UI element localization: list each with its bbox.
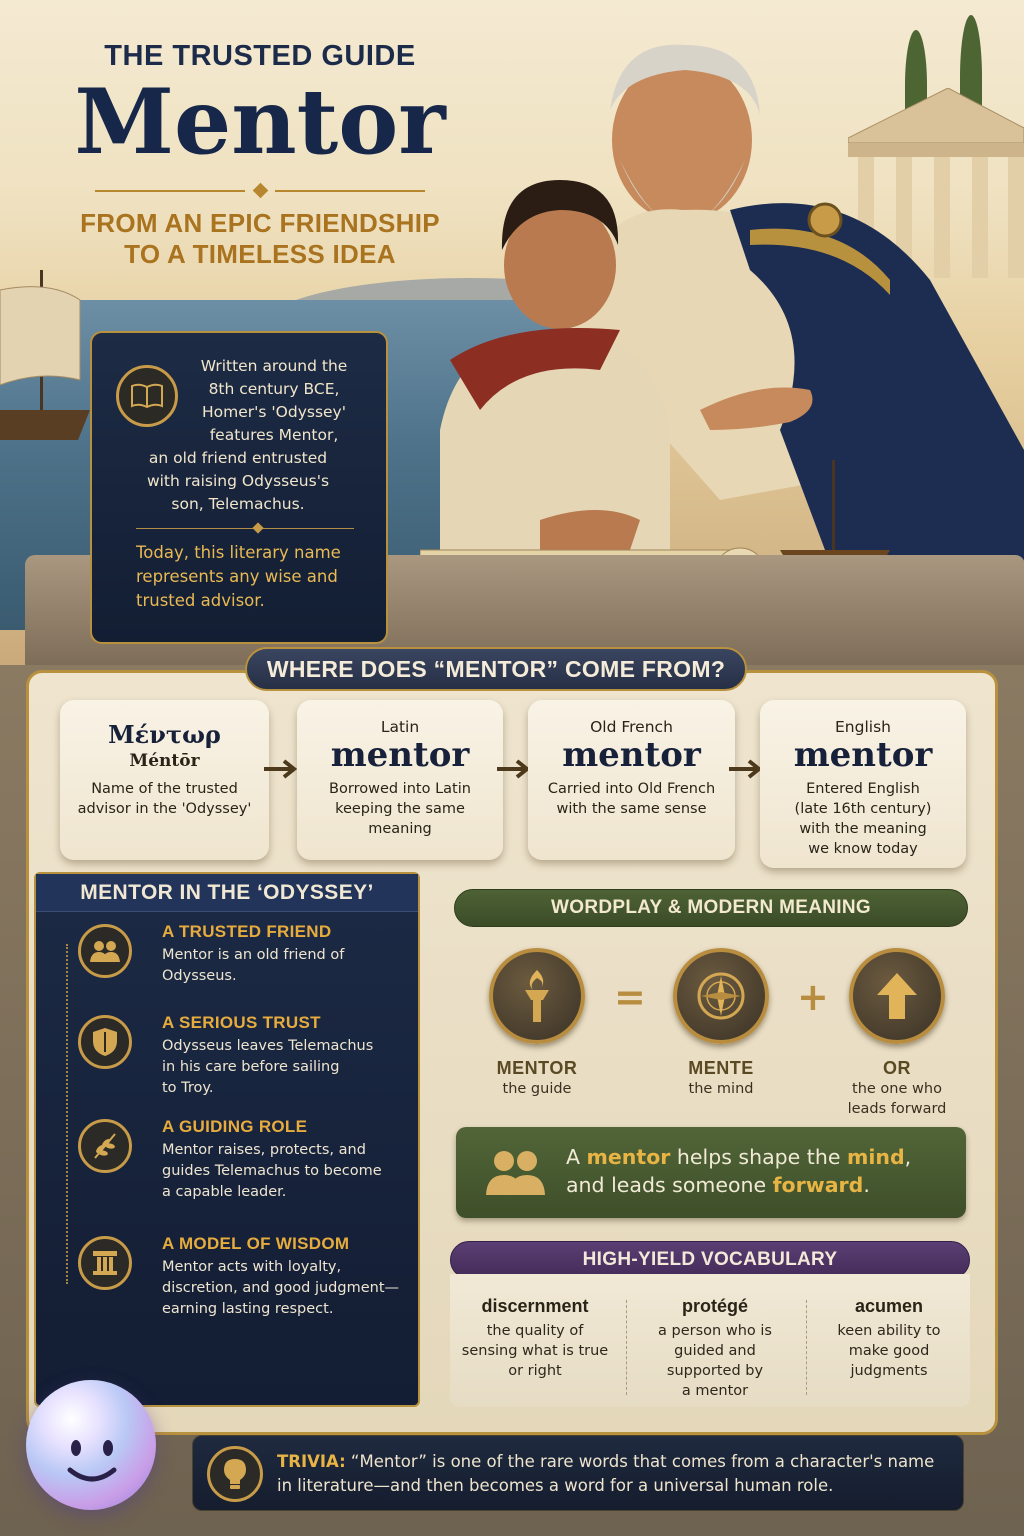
trait-line: a capable leader. [162, 1184, 287, 1200]
diamond-ornament [253, 182, 269, 198]
trait-line: Mentor acts with loyalty, [162, 1259, 342, 1275]
trait-line: Mentor raises, protects, and [162, 1142, 366, 1158]
desc-line: (late 16th century) [794, 801, 932, 818]
step-description [60, 779, 269, 819]
meaning-line: the one who [852, 1081, 942, 1097]
wordplay-part-mentor [462, 1058, 612, 1099]
trait-title: A SERIOUS TRUST [162, 1013, 321, 1032]
trait-line: Mentor is an old friend of [162, 947, 345, 963]
def-line: guided and [674, 1343, 756, 1359]
trivia-line: in literature—and then becomes a word for a universal human role. [277, 1476, 834, 1495]
subtitle-line: TO A TIMELESS IDEA [124, 239, 396, 270]
vocab-word: discernment [481, 1296, 589, 1316]
vocab-separator [626, 1300, 627, 1395]
def-line: sensing what is true [461, 1343, 609, 1359]
smiley-face-icon [26, 1380, 156, 1510]
torch-icon [489, 948, 585, 1044]
def-line: or right [508, 1363, 562, 1379]
def-line: a mentor [681, 1383, 749, 1399]
mentor-and-telemachus-illustration [420, 30, 1024, 590]
trivia-text [277, 1450, 947, 1498]
message-segment: A [566, 1145, 587, 1169]
step-word: mentor [330, 735, 470, 775]
def-line: supported by [666, 1363, 764, 1379]
part-word: MENTOR [496, 1058, 578, 1078]
intro-line: son, Telemachus. [171, 495, 305, 513]
compass-icon [673, 948, 769, 1044]
desc-line: Name of the trusted [91, 781, 238, 797]
header [40, 40, 480, 271]
desc-line: with the meaning [799, 821, 927, 838]
intro-today-text [114, 541, 362, 613]
friends-icon [78, 924, 132, 978]
trait-title: A TRUSTED FRIEND [162, 922, 332, 941]
step-description [528, 779, 735, 819]
part-meaning: the mind [688, 1081, 754, 1097]
timeline-connector [66, 944, 68, 1284]
eyebrow-text: THE TRUSTED GUIDE [104, 40, 416, 72]
intro-line: Written around the [200, 357, 348, 375]
step-description [760, 779, 966, 859]
wordplay-part-mente [646, 1058, 796, 1099]
arrow-right-icon [262, 758, 300, 780]
page-title: Mentor [74, 69, 446, 175]
trait-title: A GUIDING ROLE [162, 1117, 308, 1136]
trivia-label: TRIVIA: [277, 1452, 346, 1471]
trait-title: A MODEL OF WISDOM [162, 1234, 350, 1253]
desc-line: Entered English [806, 781, 920, 798]
origin-section-title: WHERE DOES “MENTOR” COME FROM? [245, 647, 747, 691]
people-icon [484, 1147, 546, 1197]
shield-icon [78, 1015, 132, 1069]
trait-line: discretion, and good judgment— [162, 1280, 400, 1296]
etymology-step-english [760, 700, 966, 868]
part-word: MENTE [688, 1058, 754, 1078]
vocab-definition [630, 1321, 800, 1401]
etymology-step-latin [297, 700, 503, 860]
def-line: judgments [850, 1363, 928, 1379]
subtitle [40, 208, 480, 271]
wordplay-section-title: WORDPLAY & MODERN MEANING [454, 889, 968, 927]
part-meaning [822, 1079, 972, 1119]
smiley-mascot [26, 1380, 156, 1510]
book-icon [116, 365, 178, 427]
lightbulb-icon [207, 1446, 263, 1502]
trait-description [162, 1257, 402, 1320]
odyssey-section-title: MENTOR IN THE ‘ODYSSEY’ [36, 874, 418, 912]
step-description [297, 779, 503, 839]
def-line: the quality of [486, 1323, 584, 1339]
vocab-item-acumen [804, 1296, 974, 1381]
laurel-icon [78, 1119, 132, 1173]
trait-line: guides Telemachus to become [162, 1163, 382, 1179]
message-text [566, 1143, 911, 1199]
desc-line: advisor in the 'Odyssey' [77, 801, 252, 817]
intro-text [146, 355, 362, 516]
trivia-banner [192, 1435, 964, 1511]
etymology-step-greek [60, 700, 269, 860]
etymology-step-old-french [528, 700, 735, 860]
desc-line: meaning [368, 821, 432, 838]
wordplay-part-or [822, 1058, 972, 1119]
message-segment: and leads someone [566, 1173, 773, 1197]
intro-card [90, 331, 388, 644]
highlight-forward: forward [772, 1173, 864, 1197]
message-line [566, 1143, 911, 1171]
def-line: a person who is [658, 1323, 772, 1339]
highlight-mind: mind [846, 1145, 905, 1169]
trait-description [162, 945, 402, 987]
def-line: keen ability to [837, 1323, 941, 1339]
desc-line: Borrowed into Latin [329, 781, 471, 798]
wordplay-message [456, 1127, 966, 1218]
trait-line: earning lasting respect. [162, 1301, 334, 1317]
desc-line: with the same sense [556, 801, 707, 818]
desc-line: Carried into Old French [547, 781, 716, 798]
highlight-mentor: mentor [586, 1145, 671, 1169]
intro-today-line: Today, this literary name [136, 543, 341, 562]
trait-line: to Troy. [162, 1080, 214, 1096]
language-label: Latin [380, 718, 420, 736]
intro-today-line: represents any wise and [136, 567, 338, 586]
intro-line: 8th century BCE, [208, 380, 340, 398]
intro-line: features Mentor, [209, 426, 339, 444]
intro-today-line: trusted advisor. [136, 591, 265, 610]
intro-line: Homer's 'Odyssey' [201, 403, 346, 421]
trait-description [162, 1036, 402, 1099]
odyssey-section [34, 872, 420, 1407]
plus-operator: + [797, 975, 829, 1019]
message-segment: helps shape the [670, 1145, 847, 1169]
greek-word: Μέντωρ [108, 720, 221, 749]
intro-line: an old friend entrusted [148, 449, 328, 467]
language-label: Old French [590, 718, 673, 736]
part-meaning: the guide [502, 1081, 572, 1097]
step-word: mentor [562, 735, 701, 775]
trivia-line [277, 1450, 947, 1474]
desc-line: keeping the same [335, 801, 465, 818]
arrow-up-icon [849, 948, 945, 1044]
language-label: English [835, 718, 891, 736]
meaning-line: leads forward [847, 1101, 947, 1117]
ornamental-divider [95, 184, 425, 198]
message-segment: . [863, 1173, 870, 1197]
part-word: OR [883, 1058, 911, 1078]
vocab-item-discernment [450, 1296, 620, 1381]
message-line [566, 1171, 911, 1199]
vocab-definition [804, 1321, 974, 1381]
vocab-item-protege [630, 1296, 800, 1401]
vocab-definition [450, 1321, 620, 1381]
ship-illustration [0, 270, 90, 450]
vocab-word: protégé [681, 1296, 748, 1316]
message-segment: , [904, 1145, 912, 1169]
vocabulary-section-title: HIGH-YIELD VOCABULARY [450, 1241, 970, 1279]
vocab-word: acumen [854, 1296, 924, 1316]
intro-line: with raising Odysseus's [146, 472, 330, 490]
equals-operator: = [614, 975, 646, 1019]
column-icon [78, 1236, 132, 1290]
trait-line: Odysseus leaves Telemachus [162, 1038, 374, 1054]
trait-line: Odysseus. [162, 968, 237, 984]
intro-divider [136, 528, 354, 529]
subtitle-line: FROM AN EPIC FRIENDSHIP [80, 207, 440, 238]
step-word: mentor [793, 735, 933, 775]
def-line: make good [848, 1343, 930, 1359]
trait-line: in his care before sailing [162, 1059, 340, 1075]
trait-description [162, 1140, 402, 1203]
transliteration: Méntōr [129, 751, 200, 771]
trivia-segment: “Mentor” is one of the rare words that comes from a character's name [345, 1452, 935, 1471]
desc-line: we know today [808, 841, 918, 858]
